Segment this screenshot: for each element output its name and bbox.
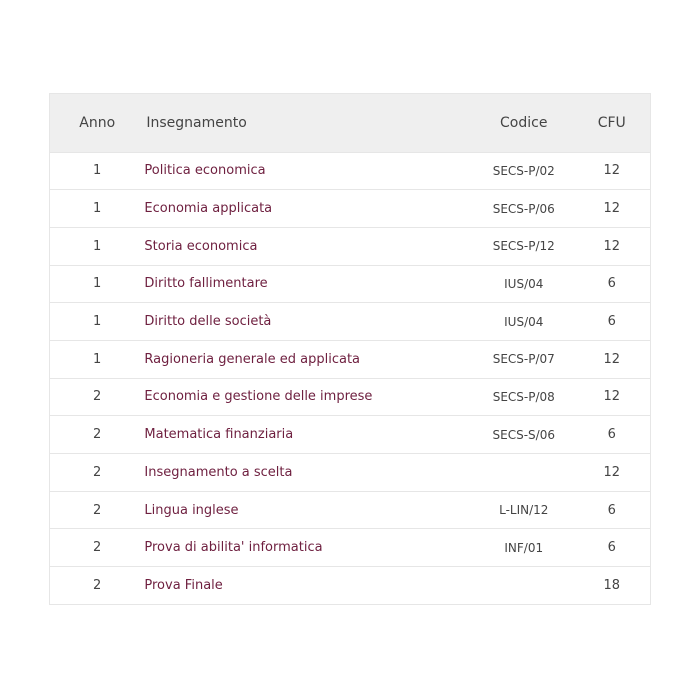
cell-cfu: 6: [607, 502, 616, 518]
cell-anno: 1: [93, 238, 102, 254]
courses-table-container: [49, 93, 651, 605]
cell-insegnamento: [144, 340, 474, 378]
table-body: [50, 152, 650, 604]
table-row: [50, 529, 650, 567]
cell-anno: 1: [93, 163, 102, 179]
table-row: [50, 416, 650, 454]
cell-codice: IUS/04: [504, 276, 544, 291]
cell-insegnamento: [144, 491, 474, 529]
cell-anno: 2: [93, 578, 102, 594]
table-row: [50, 567, 650, 605]
cell-insegnamento: [144, 529, 474, 567]
cell-cfu: 12: [603, 163, 621, 179]
cell-insegnamento: [144, 152, 474, 190]
cell-cfu: 12: [603, 201, 621, 217]
cell-insegnamento: [144, 190, 474, 228]
cell-insegnamento: [144, 454, 474, 492]
cell-codice: [474, 454, 573, 492]
cell-cfu: 6: [607, 540, 616, 556]
cell-codice: [474, 567, 573, 605]
cell-cfu: 18: [603, 578, 621, 594]
header-insegnamento: Insegnamento: [146, 114, 247, 131]
course-link[interactable]: Diritto delle società: [144, 314, 272, 330]
cell-insegnamento: [144, 378, 474, 416]
table-row: [50, 265, 650, 303]
cell-anno: 1: [93, 201, 102, 217]
course-link[interactable]: Storia economica: [144, 238, 258, 254]
cell-anno: 1: [93, 351, 102, 367]
cell-codice: SECS-P/07: [492, 352, 555, 367]
cell-insegnamento: [144, 416, 474, 454]
table-row: [50, 340, 650, 378]
cell-codice: SECS-P/06: [492, 201, 555, 216]
cell-codice: SECS-P/08: [492, 389, 555, 404]
table-row: [50, 303, 650, 341]
header-codice: Codice: [500, 114, 548, 131]
cell-codice: L-LIN/12: [499, 503, 549, 518]
cell-anno: 2: [93, 502, 102, 518]
cell-anno: 2: [93, 389, 102, 405]
course-link[interactable]: Diritto fallimentare: [144, 276, 268, 292]
cell-codice: INF/01: [504, 540, 544, 555]
cell-cfu: 6: [607, 427, 616, 443]
courses-table: [50, 94, 650, 604]
cell-codice: IUS/04: [504, 314, 544, 329]
cell-insegnamento: [144, 265, 474, 303]
cell-cfu: 6: [607, 314, 616, 330]
cell-anno: 1: [93, 314, 102, 330]
header-cfu: CFU: [597, 114, 626, 131]
course-link[interactable]: Insegnamento a scelta: [144, 464, 293, 480]
course-link[interactable]: Prova Finale: [144, 578, 223, 594]
course-link[interactable]: Ragioneria generale ed applicata: [144, 351, 361, 367]
cell-insegnamento: [144, 227, 474, 265]
cell-cfu: 12: [603, 389, 621, 405]
cell-cfu: 6: [607, 276, 616, 292]
cell-codice: SECS-P/02: [492, 163, 555, 178]
cell-insegnamento: [144, 303, 474, 341]
table-row: [50, 378, 650, 416]
course-link[interactable]: Politica economica: [144, 163, 266, 179]
course-link[interactable]: Matematica finanziaria: [144, 427, 294, 443]
header-anno: Anno: [79, 114, 116, 131]
table-row: [50, 454, 650, 492]
course-link[interactable]: Lingua inglese: [144, 502, 239, 518]
cell-anno: 1: [93, 276, 102, 292]
table-row: [50, 227, 650, 265]
cell-insegnamento: [144, 567, 474, 605]
course-link[interactable]: Economia applicata: [144, 201, 273, 217]
course-link[interactable]: Economia e gestione delle imprese: [144, 389, 373, 405]
cell-codice: SECS-P/12: [492, 239, 555, 254]
table-row: [50, 152, 650, 190]
table-header: [50, 94, 650, 152]
table-row: [50, 190, 650, 228]
cell-cfu: 12: [603, 238, 621, 254]
cell-anno: 2: [93, 540, 102, 556]
header-row: [50, 94, 650, 152]
cell-anno: 2: [93, 427, 102, 443]
table-row: [50, 491, 650, 529]
cell-anno: 2: [93, 464, 102, 480]
cell-cfu: 12: [603, 351, 621, 367]
cell-cfu: 12: [603, 464, 621, 480]
course-link[interactable]: Prova di abilita' informatica: [144, 540, 323, 556]
cell-codice: SECS-S/06: [492, 427, 555, 442]
